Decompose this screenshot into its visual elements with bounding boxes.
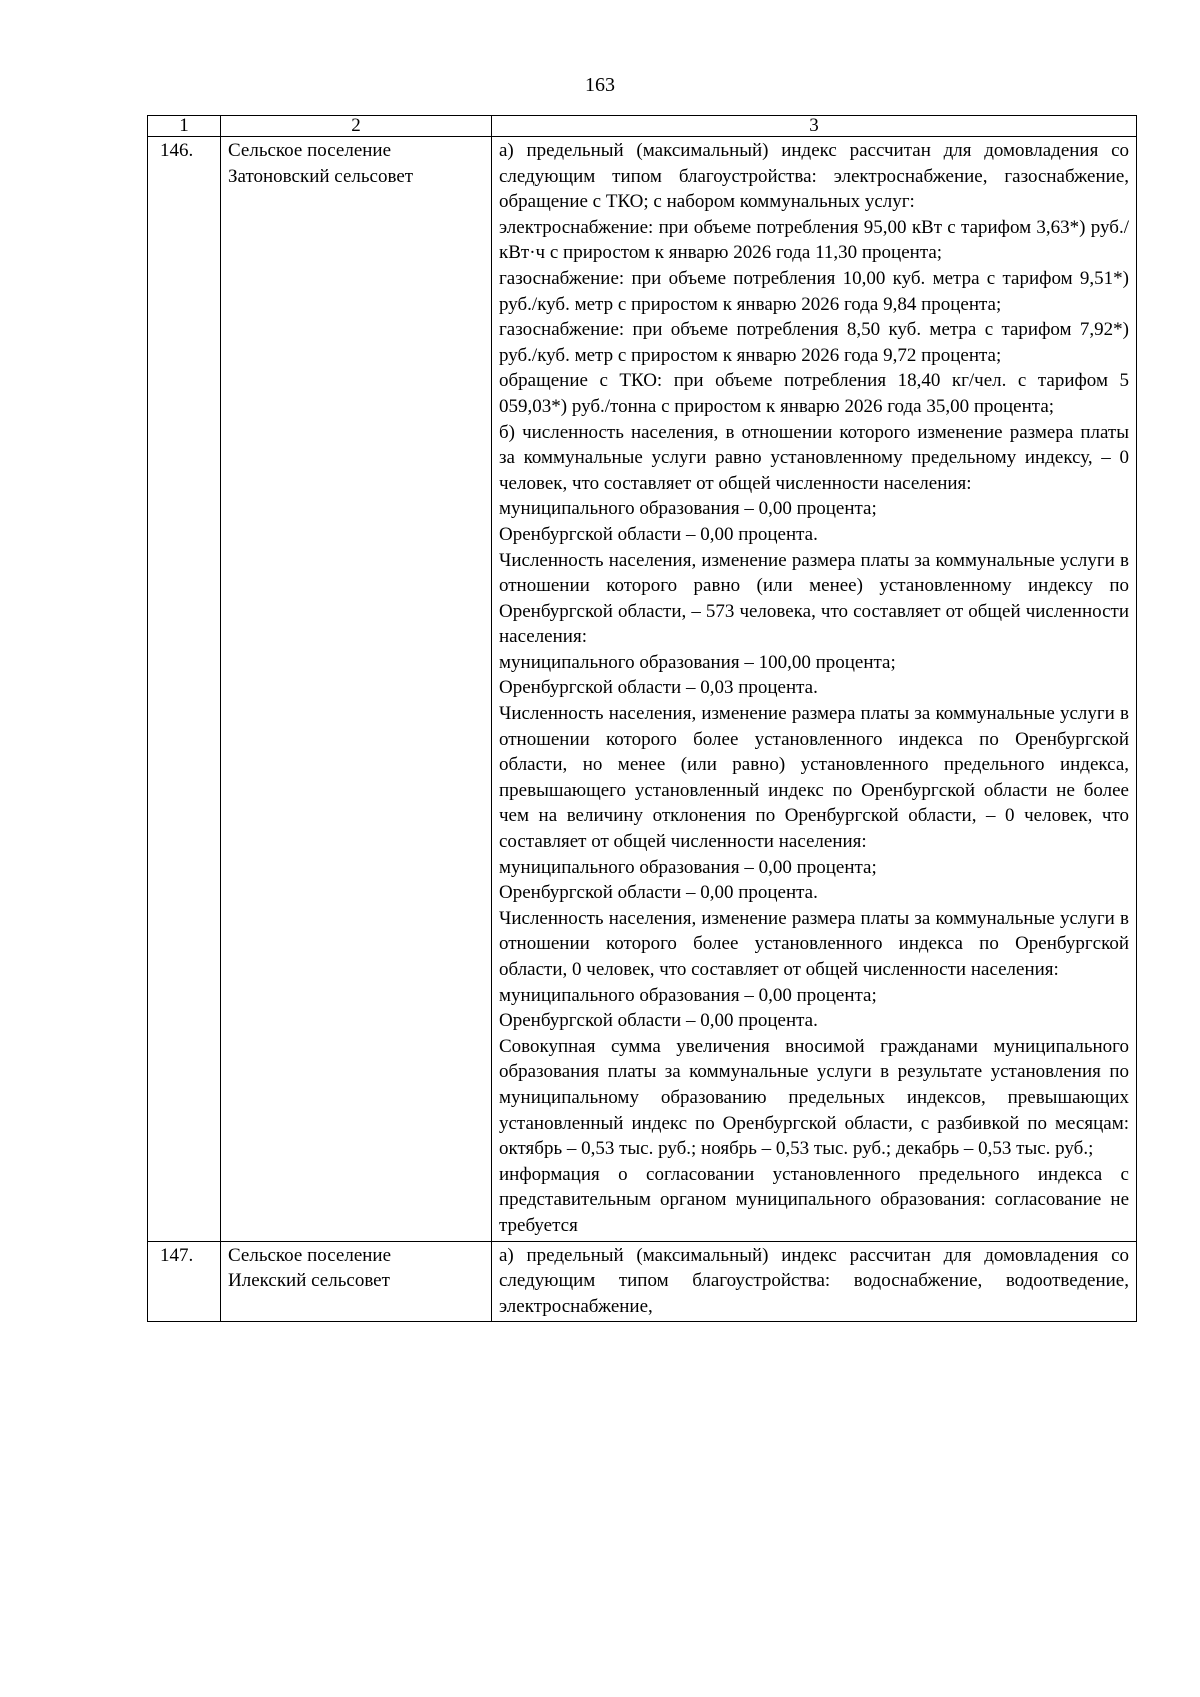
municipality-name: [221, 1241, 492, 1322]
paragraph: Численность населения, изменение размера платы за коммунальные услуги в отношении которого более установленного индекса по Оренбургской области, но менее (или равно) установленного предельного индекса, превышающего установленный индекс по Оренбургской области не более чем на величину отклонения по Оренбургской области, – 0 человек, что составляет от общей численности населения:: [499, 703, 1129, 853]
paragraph: информация о согласовании установленного предельного индекса с представительным органом муниципального образования: согласование не требуется: [499, 1163, 1129, 1236]
paragraph: Совокупная сумма увеличения вносимой гражданами муниципального образования платы за коммунальные услуги в результате установления по муниципальному образованию предельных индексов, превышающих установленный индекс по Оренбургской области, с разбивкой по месяцам: октябрь – 0,53 тыс. руб.; ноябрь – 0,53 тыс. руб.; декабрь – 0,53 тыс. руб.;: [499, 1035, 1129, 1160]
paragraph: Оренбургской области – 0,00 процента.: [499, 523, 818, 545]
row-number: 146.: [148, 137, 221, 1242]
paragraph: муниципального образования – 100,00 процента;: [499, 651, 896, 673]
paragraph: муниципального образования – 0,00 процента;: [499, 984, 877, 1006]
municipality-type: Сельское поселение: [228, 1244, 392, 1266]
index-description: [492, 1241, 1137, 1322]
paragraph: б) численность населения, в отношении которого изменение размера платы за коммунальные услуги равно установленному предельному индексу, – 0 человек, что составляет от общей численности населения:: [499, 421, 1129, 494]
paragraph: Оренбургской области – 0,00 процента.: [499, 882, 818, 904]
table-header-row: [148, 116, 1137, 137]
paragraph: Численность населения, изменение размера платы за коммунальные услуги в отношении которого равно (или менее) установленному индексу по Оренбургской области, – 573 человека, что составляет от общей численности населения:: [499, 549, 1129, 648]
paragraph: а) предельный (максимальный) индекс рассчитан для домовладения со следующим типом благоустройства: водоснабжение, водоотведение, электроснабжение,: [499, 1244, 1129, 1317]
paragraph: электроснабжение: при объеме потребления 95,00 кВт с тарифом 3,63*) руб./кВт·ч с приростом к январю 2026 года 11,30 процента;: [499, 216, 1129, 264]
paragraph: муниципального образования – 0,00 процента;: [499, 856, 877, 878]
paragraph: Оренбургской области – 0,00 процента.: [499, 1010, 818, 1032]
paragraph: Оренбургской области – 0,03 процента.: [499, 677, 818, 699]
header-col-2: 2: [221, 116, 492, 137]
paragraph: обращение с ТКО: при объеме потребления 18,40 кг/чел. с тарифом 5 059,03*) руб./тонна с приростом к январю 2026 года 35,00 процента;: [499, 370, 1129, 417]
paragraph: газоснабжение: при объеме потребления 8,50 куб. метра с тарифом 7,92*) руб./куб. метр с приростом к январю 2026 года 9,72 процента;: [499, 319, 1129, 366]
municipality-title: Затоновский сельсовет: [228, 165, 414, 187]
header-col-3: 3: [492, 116, 1137, 137]
paragraph: газоснабжение: при объеме потребления 10,00 куб. метра с тарифом 9,51*) руб./куб. метр с приростом к январю 2026 года 9,84 процента;: [499, 267, 1129, 315]
municipality-type: Сельское поселение: [228, 140, 392, 161]
header-col-1: 1: [148, 116, 221, 137]
paragraph: а) предельный (максимальный) индекс рассчитан для домовладения со следующим типом благоустройства: электроснабжение, газоснабжение, обращение с ТКО; с набором коммунальных услуг:: [499, 140, 1129, 213]
index-description: [492, 137, 1137, 1242]
paragraph: Численность населения, изменение размера платы за коммунальные услуги в отношении которого более установленного индекса по Оренбургской области, 0 человек, что составляет от общей численности населения:: [499, 907, 1129, 980]
row-number: 147.: [148, 1241, 221, 1322]
paragraph: муниципального образования – 0,00 процента;: [499, 498, 877, 520]
page-number: 163: [585, 74, 615, 96]
municipality-name: [221, 137, 492, 1242]
table-row: [148, 137, 1137, 1242]
municipality-title: Илекский сельсовет: [228, 1270, 390, 1292]
tariff-index-table: [147, 115, 1137, 1322]
table-row: [148, 1241, 1137, 1322]
